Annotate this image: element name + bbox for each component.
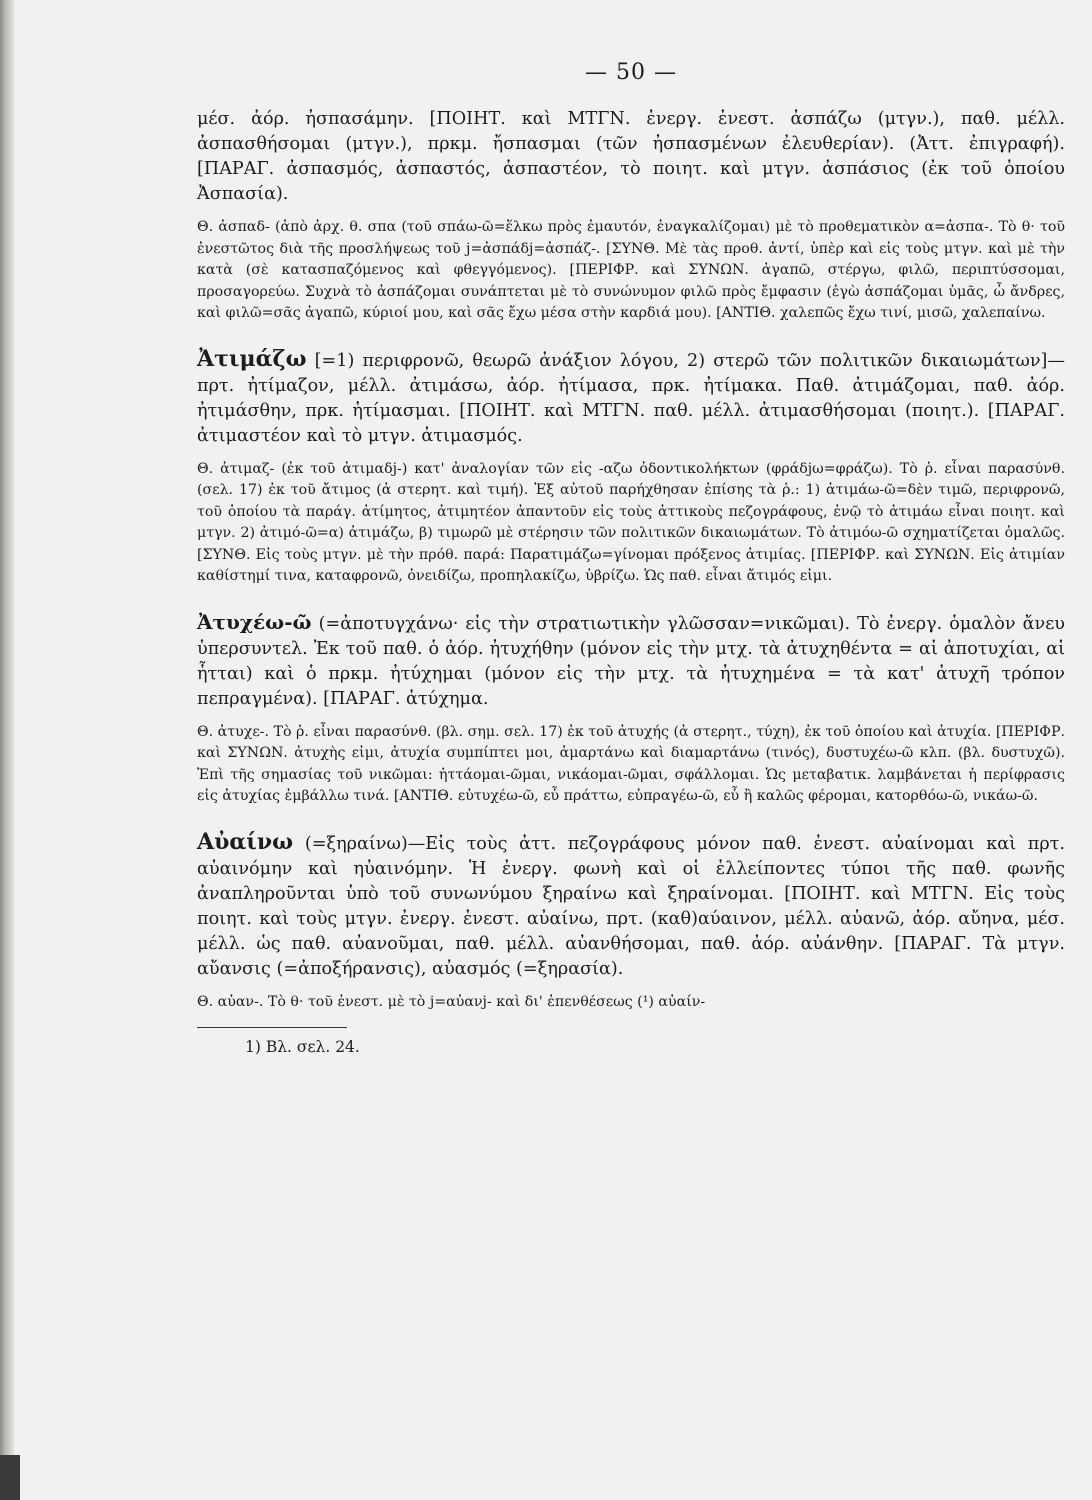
scan-edge-shadow [0, 0, 14, 1500]
lemma-atycheo: Ἀτυχέω-ῶ [197, 609, 312, 634]
scan-edge-mark [0, 1455, 20, 1500]
dictionary-page [197, 60, 1065, 1058]
entry-atycheo [197, 610, 1065, 712]
lemma-auaino: Αὐαίνω [197, 828, 294, 855]
entry-atimazo [197, 347, 1065, 449]
entry-atycheo-body: (=ἀποτυγχάνω· εἰς τὴν στρατιωτικὴν γλῶσσαν=νικῶμαι). Τὸ ἐνεργ. ὁμαλὸν ἄνευ ὑπερσυντελ. Ἐκ τοῦ παθ. ὁ ἀόρ. ἠτυχήθην (μόνον εἰς τὴν μτχ. τὰ ἀτυχηθέντα = αἱ ἀποτυχίαι, αἱ ἧτται) καὶ ὁ πρκμ. ἠτύχημαι (μόνον εἰς τὴν μτχ. τὰ ἠτυχημένα = τὰ κατ' ἀτυχῆ τρόπον πεπραγμένα). [ΠΑΡΑΓ. ἀτύχημα. [197, 613, 1066, 709]
footnote-rule [197, 1027, 347, 1028]
page-number: — 50 — [585, 60, 677, 85]
entry-aspazo-etymology: Θ. ἀσπαδ- (ἀπὸ ἀρχ. θ. σπα (τοῦ σπάω-ῶ=ἕλκω πρὸς ἐμαυτόν, ἐναγκαλίζομαι) μὲ τὸ προθεματικὸν α=ἀσπα-. Τὸ θ· τοῦ ἐνεστῶτος διὰ τῆς προσλήψεως τοῦ j=ἀσπάδj=ἀσπάζ-. [ΣΥΝΘ. Μὲ τὰς προθ. ἀντί, ὑπὲρ καὶ εἰς τοὺς μτγν. καὶ μὲ τὴν κατὰ (σὲ κατασπαζόμενος καὶ φθεγγόμενος). [ΠΕΡΙΦΡ. καὶ ΣΥΝΩΝ. ἀγαπῶ, στέργω, φιλῶ, περιπτύσσομαι, προσαγορεύω. Συχνὰ τὸ ἀσπάζομαι συνάπτεται μὲ τὸ συνώνυμον φιλῶ πρὸς ἔμφασιν (ἐγὼ ἀσπάζομαι ὑμᾶς, ὦ ἄνδρες, καὶ φιλῶ=σᾶς ἀγαπῶ, κύριοί μου, καὶ σᾶς ἔχω μέσα στὴν καρδιά μου). [ΑΝΤΙΘ. χαλεπῶς ἔχω τινί, μισῶ, χαλεπαίνω. [197, 219, 1065, 321]
entry-auaino [197, 830, 1065, 982]
entry-auaino-body: (=ξηραίνω)—Εἰς τοὺς ἀττ. πεζογράφους μόνον παθ. ἐνεστ. αὐαίνομαι καὶ πρτ. αὐαινόμην καὶ ηὐαινόμην. Ἡ ἐνεργ. φωνὴ καὶ οἱ ἐλλείποντες τύποι τῆς παθ. φωνῆς ἀναπληροῦνται ὑπὸ τοῦ συνωνύμου ξηραίνω καὶ ξηραίνομαι. [ΠΟΙΗΤ. καὶ ΜΤΓΝ. Εἰς τοὺς ποιητ. καὶ τοὺς μτγν. ἐνεργ. ἐνεστ. αὐαίνω, πρτ. (καθ)αύαινον, μέλλ. αὐανῶ, ἀόρ. αὔηνα, μέσ. μέλλ. ὡς παθ. αὐανοῦμαι, παθ. μέλλ. αὐανθήσομαι, παθ. ἀόρ. αὐάνθην. [ΠΑΡΑΓ. Τὰ μτγν. αὔανσις (=ἀποξήρανσις), αὐασμός (=ξηρασία). [197, 833, 1066, 979]
entry-aspazo-continuation: μέσ. ἀόρ. ἠσπασάμην. [ΠΟΙΗΤ. καὶ ΜΤΓΝ. ἐνεργ. ἐνεστ. ἀσπάζω (μτγν.), παθ. μέλλ. ἀσπασθήσομαι (μτγν.), πρκμ. ἤσπασμαι (τῶν ἠσπασμένων ἐλευθερίαν). (Ἀττ. ἐπιγραφή). [ΠΑΡΑΓ. ἀσπασμός, ἀσπαστός, ἀσπαστέον, τὸ ποιητ. καὶ μτγν. ἀσπάσιος (ἐκ τοῦ ὁποίου Ἀσπασία). [197, 109, 1065, 204]
footnote: 1) Βλ. σελ. 24. [245, 1038, 360, 1056]
entry-atimazo-etymology: Θ. ἀτιμαζ- (ἐκ τοῦ ἀτιμαδj-) κατ' ἀναλογίαν τῶν εἰς -αζω ὀδοντικολήκτων (φράδjω=φράζω). Τὸ ῥ. εἶναι παρασύνθ. (σελ. 17) ἐκ τοῦ ἄτιμος (ἀ στερητ. καὶ τιμή). Ἐξ αὐτοῦ παρήχθησαν ἐπίσης τὰ ῥ.: 1) ἀτιμάω-ῶ=δὲν τιμῶ, περιφρονῶ, τοῦ ὁποίου τὰ παράγ. ἀτίμητος, ἀτιμητέον ἀπαντοῦν εἰς τοὺς ἀττικοὺς πεζογράφους, ἐνῷ τὸ ἀτιμάω εἶναι ποιητ. καὶ μτγν. 2) ἀτιμό-ῶ=α) ἀτιμάζω, β) τιμωρῶ μὲ στέρησιν τῶν πολιτικῶν δικαιωμάτων. Τὸ ἀτιμόω-ῶ σχηματίζεται ὁμαλῶς. [ΣΥΝΘ. Εἰς τοὺς μτγν. μὲ τὴν πρόθ. παρά: Παρατιμάζω=γίνομαι πρόξενος ἀτιμίας. [ΠΕΡΙΦΡ. καὶ ΣΥΝΩΝ. Εἰς ἀτιμίαν καθίστημί τινα, καταφρονῶ, ὀνειδίζω, προπηλακίζω, ὑβρίζω. Ὡς παθ. εἶναι ἄτιμός εἰμι. [197, 460, 1065, 584]
entry-auaino-etymology: Θ. αὐαν-. Τὸ θ· τοῦ ἐνεστ. μὲ τὸ j=αὐανj- καὶ δι' ἐπενθέσεως (¹) αὐαίν- [197, 993, 706, 1010]
lemma-atimazo: Ἀτιμάζω [197, 345, 307, 372]
entry-atimazo-body: [=1) περιφρονῶ, θεωρῶ ἀνάξιον λόγου, 2) στερῶ τῶν πολιτικῶν δικαιωμάτων]—πρτ. ἠτίμαζον, μέλλ. ἀτιμάσω, ἀόρ. ἠτίμασα, πρκ. ἠτίμακα. Παθ. ἀτιμάζομαι, παθ. ἀόρ. ἠτιμάσθην, πρκ. ἠτίμασμαι. [ΠΟΙΗΤ. καὶ ΜΤΓΝ. παθ. μέλλ. ἀτιμασθήσομαι (ποιητ.). [ΠΑΡΑΓ. ἀτιμαστέον καὶ τὸ μτγν. ἀτιμασμός. [197, 350, 1066, 446]
entry-atycheo-etymology: Θ. ἀτυχε-. Τὸ ῥ. εἶναι παρασύνθ. (βλ. σημ. σελ. 17) ἐκ τοῦ ἀτυχής (ἀ στερητ., τύχη), ἐκ τοῦ ὁποίου καὶ ἀτυχία. [ΠΕΡΙΦΡ. καὶ ΣΥΝΩΝ. ἀτυχὴς εἰμι, ἀτυχία συμπίπτει μοι, ἁμαρτάνω καὶ διαμαρτάνω (τινός), δυστυχέω-ῶ κλπ. (βλ. δυστυχῶ). Ἐπὶ τῆς σημασίας τοῦ νικῶμαι: ἡττάομαι-ῶμαι, νικάομαι-ῶμαι, σφάλλομαι. Ὡς μεταβατικ. λαμβάνεται ἡ περίφρασις εἰς ἀτυχίας ἐμβάλλω τινά. [ΑΝΤΙΘ. εὐτυχέω-ῶ, εὖ πράττω, εὐπραγέω-ῶ, εὖ ἢ καλῶς φέρομαι, κατορθόω-ῶ, νικάω-ῶ. [197, 723, 1065, 804]
